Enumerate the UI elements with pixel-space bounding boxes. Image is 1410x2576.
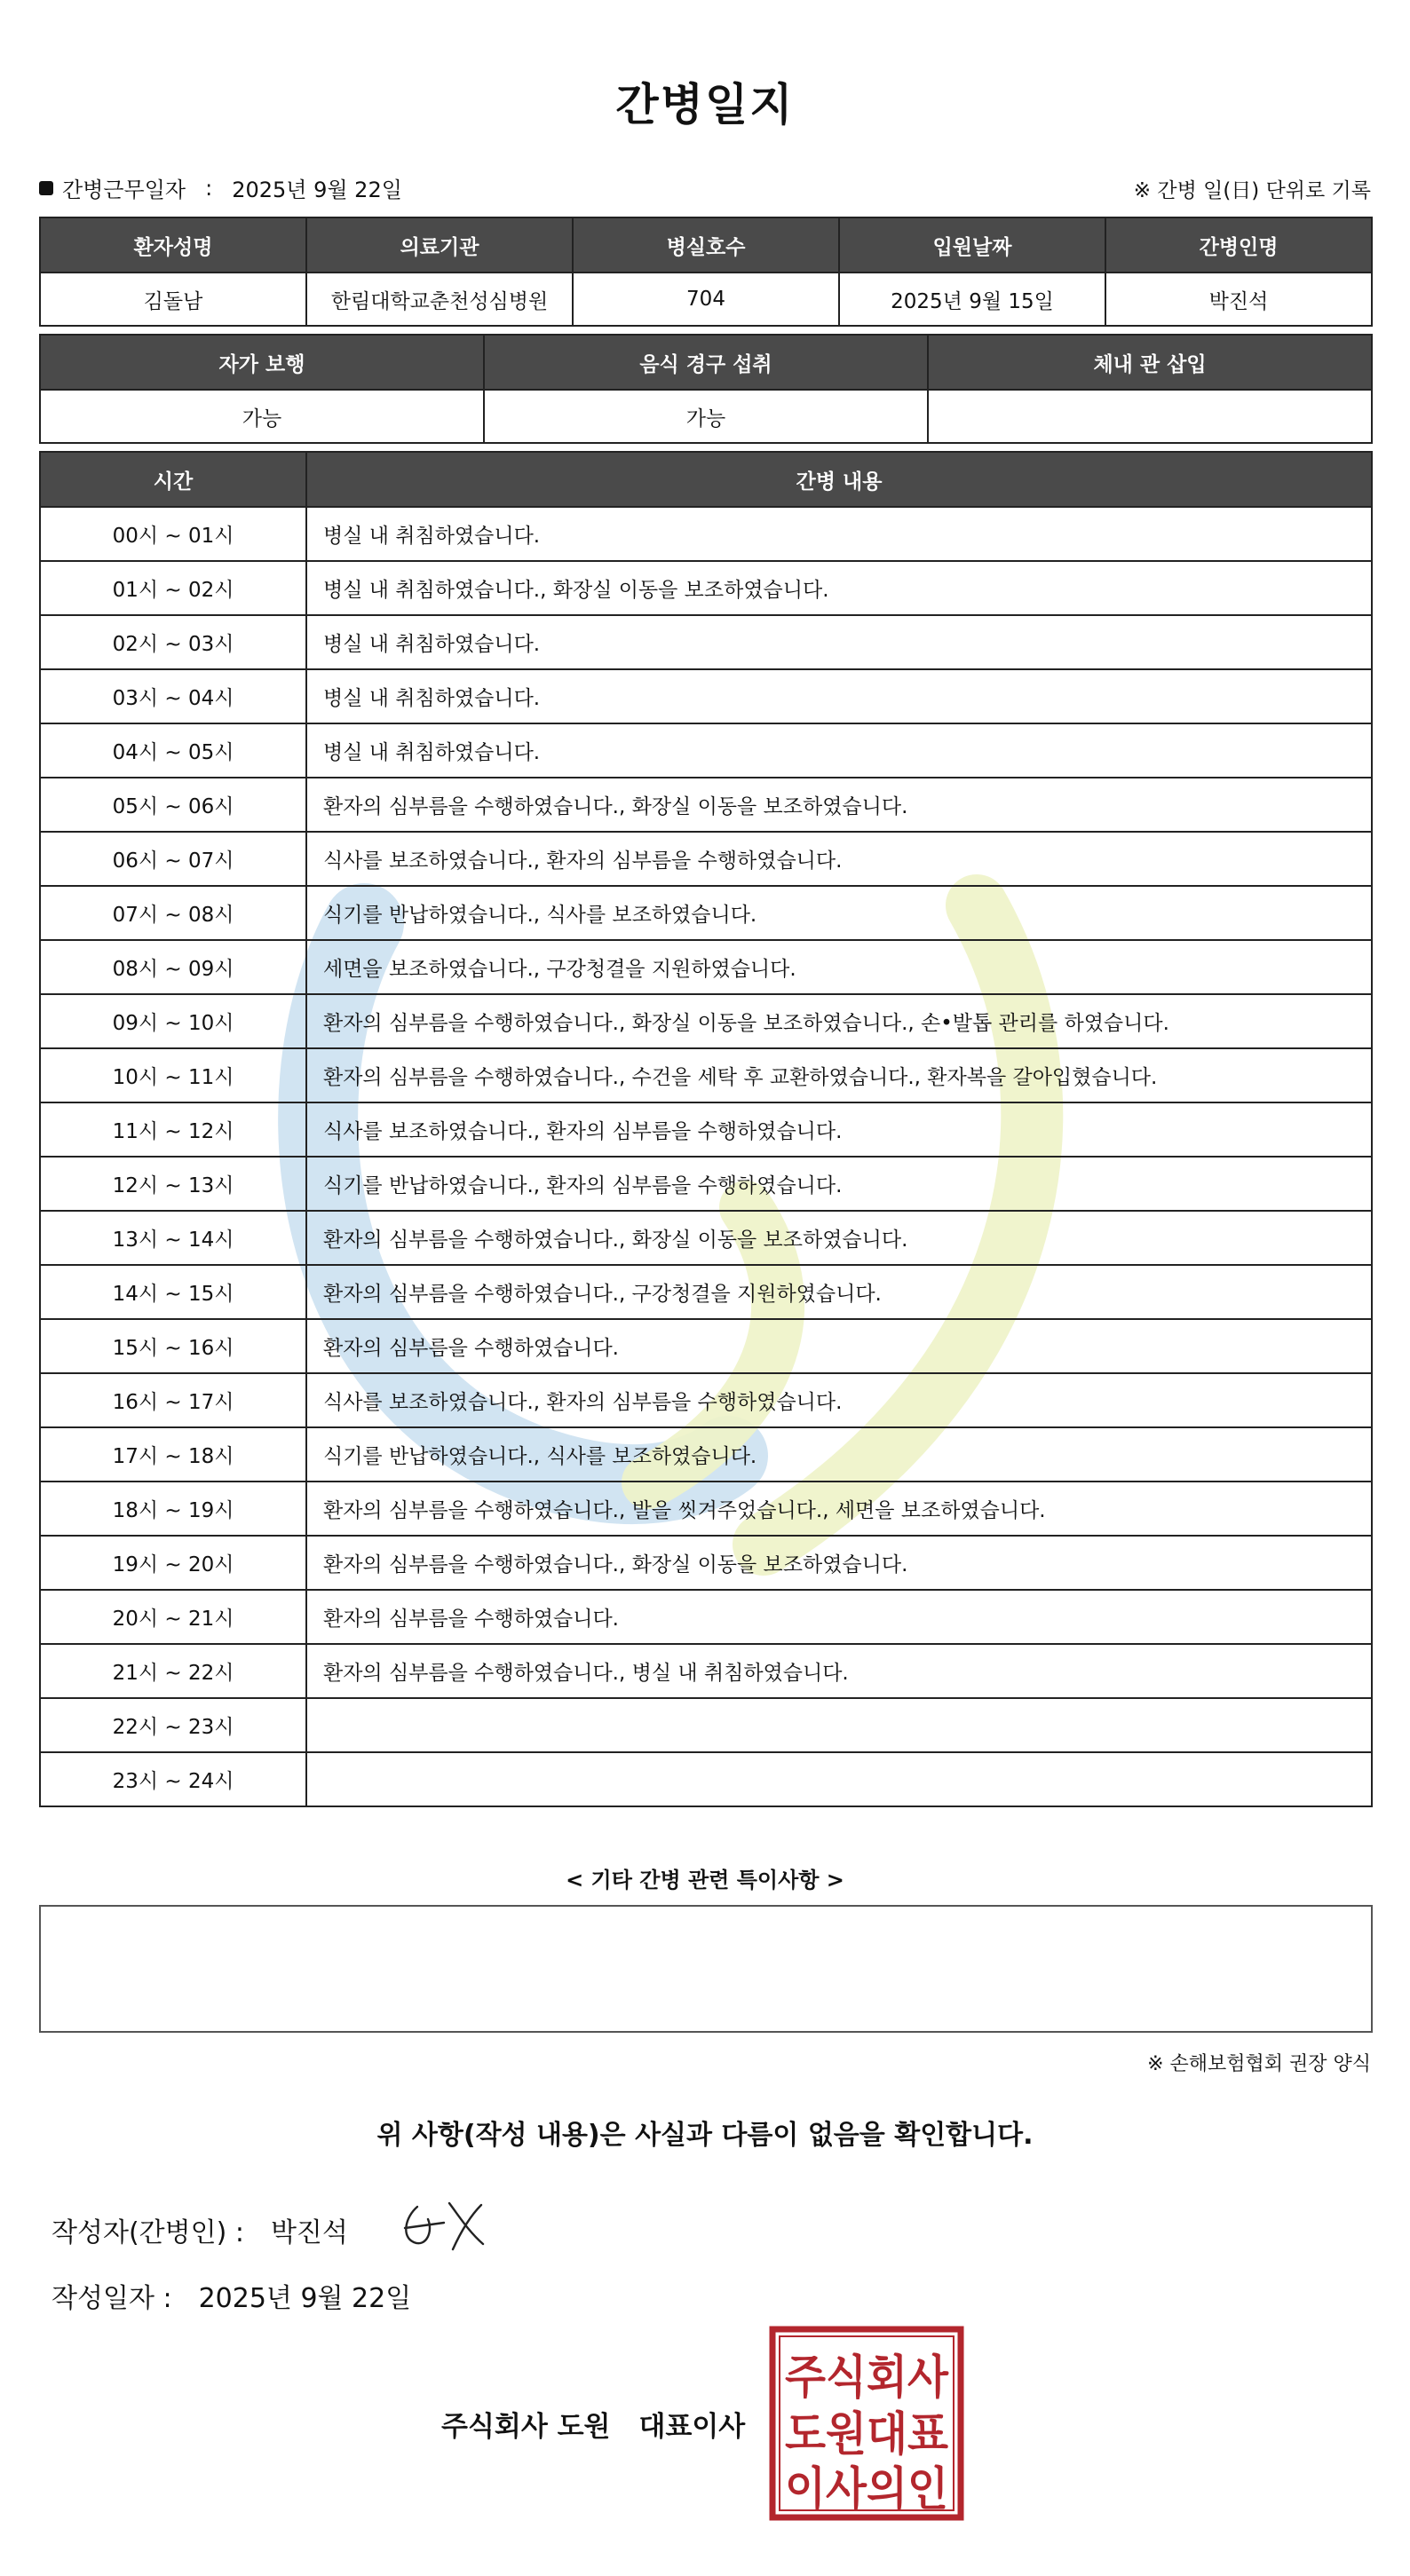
- log-content: 병실 내 취침하였습니다.: [306, 507, 1372, 561]
- table-row: [40, 1482, 1372, 1536]
- page-title: 간병일지: [615, 79, 795, 130]
- patient-info-table: [39, 217, 1373, 327]
- log-time: 09시 ~ 10시: [40, 994, 306, 1048]
- company-seal-stamp: [767, 2324, 966, 2523]
- log-time: 16시 ~ 17시: [40, 1373, 306, 1427]
- log-time: 02시 ~ 03시: [40, 615, 306, 669]
- table-row: [40, 1644, 1372, 1698]
- log-time: 15시 ~ 16시: [40, 1319, 306, 1373]
- table-row: [40, 994, 1372, 1048]
- bullet-square-icon: [39, 181, 53, 195]
- care-log-table: [39, 451, 1373, 1807]
- confirmation-statement: 위 사항(작성 내용)은 사실과 다름이 없음을 확인합니다.: [376, 2120, 1034, 2151]
- table-row: [40, 1157, 1372, 1211]
- log-content: 병실 내 취침하였습니다.: [306, 615, 1372, 669]
- table-row: [40, 1265, 1372, 1319]
- log-time: 08시 ~ 09시: [40, 940, 306, 994]
- log-time: 05시 ~ 06시: [40, 778, 306, 832]
- log-content: [306, 1698, 1372, 1752]
- log-content: 환자의 심부름을 수행하였습니다.: [306, 1319, 1372, 1373]
- written-date-line: [51, 2276, 411, 2315]
- log-content: 환자의 심부름을 수행하였습니다., 병실 내 취침하였습니다.: [306, 1644, 1372, 1698]
- header-care-content: 간병 내용: [306, 452, 1372, 507]
- table-row: [40, 561, 1372, 615]
- table-row: [40, 1048, 1372, 1102]
- table-row: [40, 669, 1372, 723]
- table-row: [40, 1590, 1372, 1644]
- log-time: 22시 ~ 23시: [40, 1698, 306, 1752]
- log-content: [306, 1752, 1372, 1806]
- table-row: [40, 1427, 1372, 1482]
- log-content: 식사를 보조하였습니다., 환자의 심부름을 수행하였습니다.: [306, 1373, 1372, 1427]
- log-time: 06시 ~ 07시: [40, 832, 306, 886]
- ceo-title: 대표이사: [638, 2411, 746, 2443]
- remarks-title: < 기타 간병 관련 특이사항 >: [566, 1868, 844, 1892]
- log-content: 환자의 심부름을 수행하였습니다., 발을 씻겨주었습니다., 세면을 보조하였습니다.: [306, 1482, 1372, 1536]
- table-row: [40, 615, 1372, 669]
- log-time: 07시 ~ 08시: [40, 886, 306, 940]
- log-time: 04시 ~ 05시: [40, 723, 306, 778]
- seal-line-3: 이사의인: [785, 2463, 948, 2517]
- table-row: [40, 1211, 1372, 1265]
- header-self-walking: 자가 보행: [40, 335, 484, 390]
- header-time: 시간: [40, 452, 306, 507]
- log-content: 환자의 심부름을 수행하였습니다., 화장실 이동을 보조하였습니다.: [306, 1211, 1372, 1265]
- log-content: 환자의 심부름을 수행하였습니다., 수건을 세탁 후 교환하였습니다., 환자복을 갈아입혔습니다.: [306, 1048, 1372, 1102]
- log-time: 03시 ~ 04시: [40, 669, 306, 723]
- table-row: [40, 723, 1372, 778]
- care-date-line: [39, 172, 402, 203]
- writer-label: 작성자(간병인) :: [51, 2217, 244, 2248]
- writer-name: 박진석: [270, 2217, 348, 2248]
- log-time: 21시 ~ 22시: [40, 1644, 306, 1698]
- header-hospital: 의료기관: [306, 217, 573, 273]
- log-content: 식기를 반납하였습니다., 식사를 보조하였습니다.: [306, 1427, 1372, 1482]
- company-name: 주식회사 도원: [441, 2411, 611, 2443]
- table-row: [40, 832, 1372, 886]
- table-row: [40, 507, 1372, 561]
- log-time: 20시 ~ 21시: [40, 1590, 306, 1644]
- oral-intake-value: 가능: [484, 390, 928, 443]
- care-date-colon: :: [205, 175, 213, 201]
- table-row: [40, 1536, 1372, 1590]
- table-row: [40, 886, 1372, 940]
- room-number: 704: [573, 273, 839, 326]
- log-content: 환자의 심부름을 수행하였습니다., 화장실 이동을 보조하였습니다.: [306, 1536, 1372, 1590]
- table-row: [40, 778, 1372, 832]
- header-room-number: 병실호수: [573, 217, 839, 273]
- care-date-label: 간병근무일자: [62, 178, 186, 202]
- log-time: 17시 ~ 18시: [40, 1427, 306, 1482]
- header-patient-name: 환자성명: [40, 217, 306, 273]
- header-tube-insertion: 체내 관 삽입: [928, 335, 1372, 390]
- log-content: 환자의 심부름을 수행하였습니다.: [306, 1590, 1372, 1644]
- writer-line: [51, 2210, 348, 2249]
- log-content: 병실 내 취침하였습니다.: [306, 723, 1372, 778]
- header-oral-intake: 음식 경구 섭취: [484, 335, 928, 390]
- record-unit-note: ※ 간병 일(日) 단위로 기록: [1133, 179, 1371, 202]
- written-date-value: 2025년 9월 22일: [198, 2283, 412, 2314]
- log-time: 01시 ~ 02시: [40, 561, 306, 615]
- log-time: 11시 ~ 12시: [40, 1102, 306, 1157]
- log-content: 식기를 반납하였습니다., 환자의 심부름을 수행하였습니다.: [306, 1157, 1372, 1211]
- log-content: 병실 내 취침하였습니다.: [306, 669, 1372, 723]
- log-content: 환자의 심부름을 수행하였습니다., 화장실 이동을 보조하였습니다., 손•발톱 관리를 하였습니다.: [306, 994, 1372, 1048]
- header-caregiver-name: 간병인명: [1105, 217, 1372, 273]
- patient-name: 김돌남: [40, 273, 306, 326]
- log-content: 환자의 심부름을 수행하였습니다., 화장실 이동을 보조하였습니다.: [306, 778, 1372, 832]
- care-date-value: 2025년 9월 22일: [232, 178, 402, 202]
- log-time: 10시 ~ 11시: [40, 1048, 306, 1102]
- company-line: [441, 2404, 745, 2444]
- log-time: 13시 ~ 14시: [40, 1211, 306, 1265]
- table-row: [40, 1319, 1372, 1373]
- log-time: 18시 ~ 19시: [40, 1482, 306, 1536]
- table-row: [40, 1373, 1372, 1427]
- self-walking-value: 가능: [40, 390, 484, 443]
- log-time: 23시 ~ 24시: [40, 1752, 306, 1806]
- log-content: 환자의 심부름을 수행하였습니다., 구강청결을 지원하였습니다.: [306, 1265, 1372, 1319]
- seal-line-2: 도원대표: [785, 2408, 948, 2461]
- log-content: 식기를 반납하였습니다., 식사를 보조하였습니다.: [306, 886, 1372, 940]
- patient-status-table: [39, 334, 1373, 444]
- log-content: 병실 내 취침하였습니다., 화장실 이동을 보조하였습니다.: [306, 561, 1372, 615]
- log-content: 세면을 보조하였습니다., 구강청결을 지원하였습니다.: [306, 940, 1372, 994]
- header-admission-date: 입원날짜: [839, 217, 1105, 273]
- table-row: [40, 1102, 1372, 1157]
- tube-insertion-value: [928, 390, 1372, 443]
- admission-date: 2025년 9월 15일: [839, 273, 1105, 326]
- hospital-name: 한림대학교춘천성심병원: [306, 273, 573, 326]
- log-time: 00시 ~ 01시: [40, 507, 306, 561]
- table-row: [40, 940, 1372, 994]
- log-time: 19시 ~ 20시: [40, 1536, 306, 1590]
- written-date-label: 작성일자 :: [51, 2283, 172, 2314]
- log-time: 12시 ~ 13시: [40, 1157, 306, 1211]
- remarks-box: [39, 1905, 1373, 2033]
- log-content: 식사를 보조하였습니다., 환자의 심부름을 수행하였습니다.: [306, 832, 1372, 886]
- table-row: [40, 1698, 1372, 1752]
- care-log-body: [40, 507, 1372, 1806]
- form-source-note: ※ 손해보험협회 권장 양식: [1147, 2053, 1371, 2075]
- caregiver-name: 박진석: [1105, 273, 1372, 326]
- log-content: 식사를 보조하였습니다., 환자의 심부름을 수행하였습니다.: [306, 1102, 1372, 1157]
- seal-line-1: 주식회사: [785, 2351, 949, 2405]
- table-row: [40, 1752, 1372, 1806]
- log-time: 14시 ~ 15시: [40, 1265, 306, 1319]
- handwritten-signature: [398, 2196, 495, 2258]
